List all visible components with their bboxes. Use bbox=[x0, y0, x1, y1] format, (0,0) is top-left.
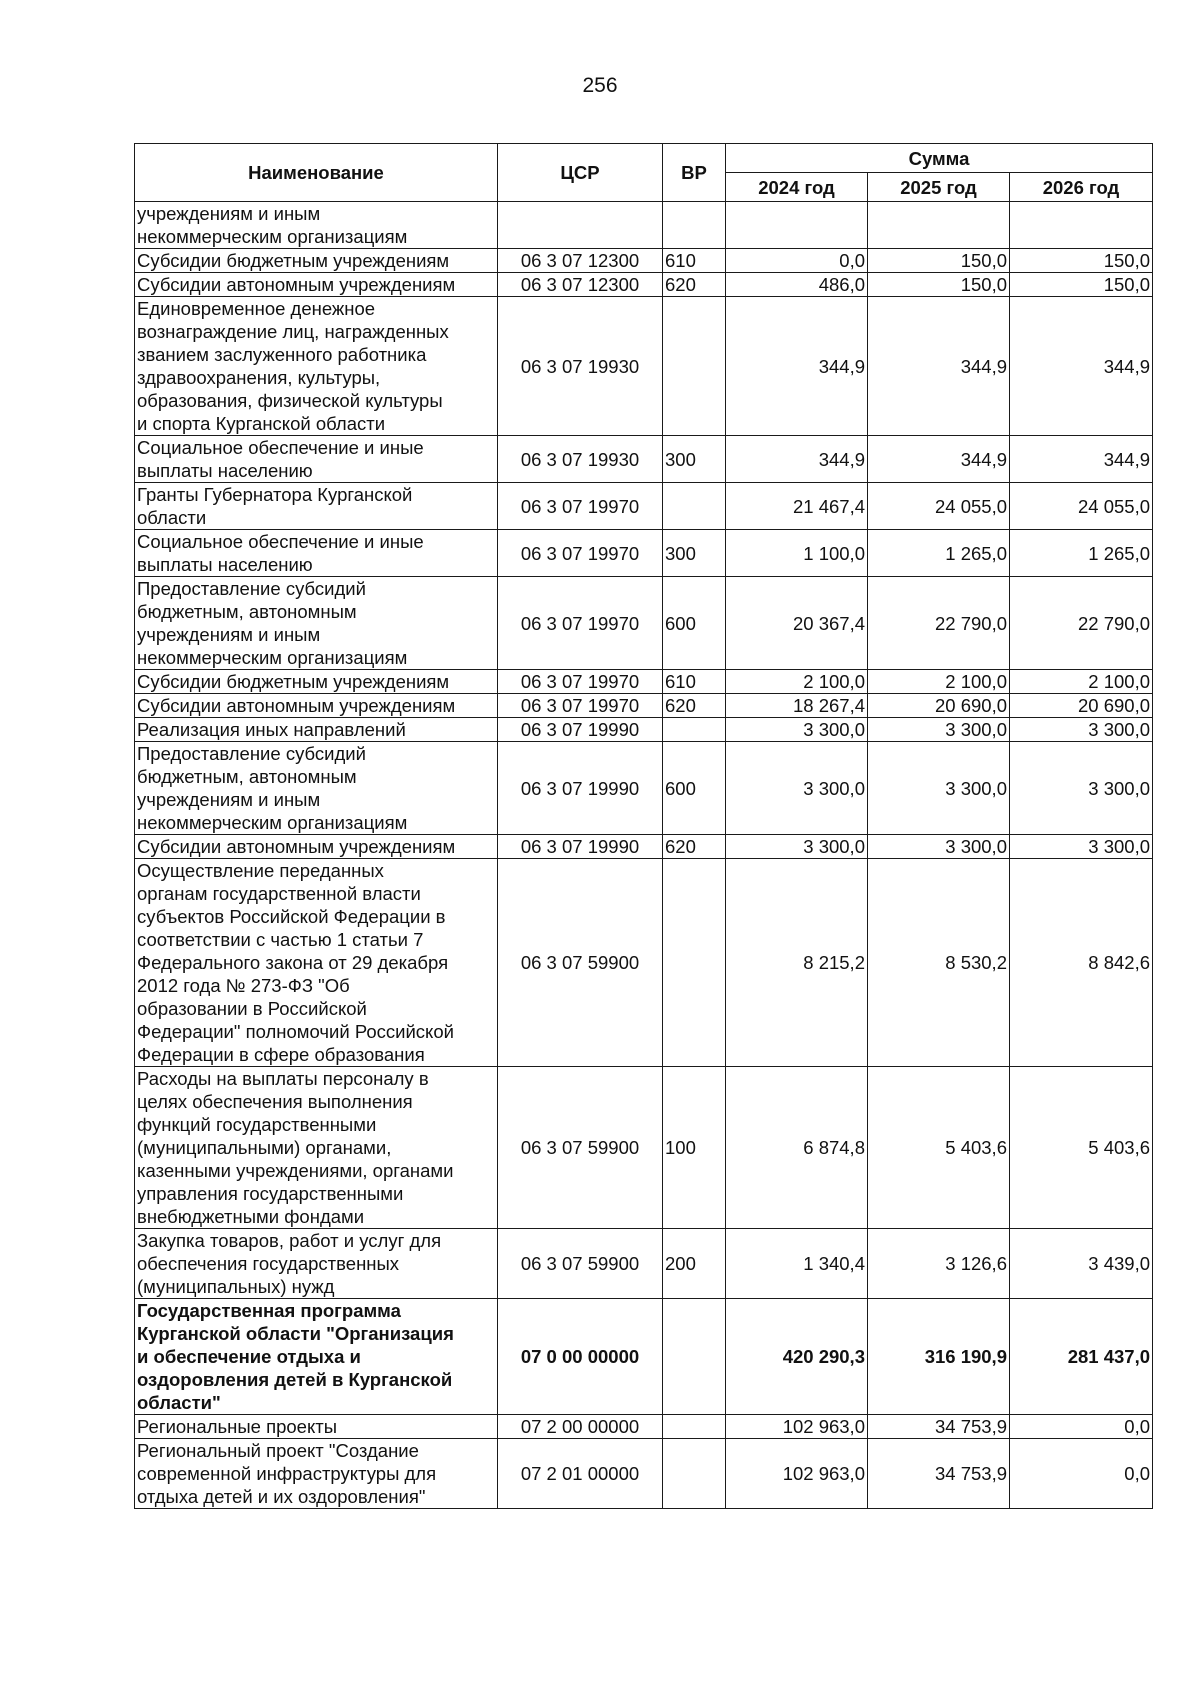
row-sum-2025: 24 055,0 bbox=[868, 483, 1010, 530]
row-name bbox=[135, 577, 498, 670]
row-name-line: Федерального закона от 29 декабря bbox=[137, 952, 449, 973]
row-sum-2026: 3 300,0 bbox=[1010, 718, 1153, 742]
row-name-line: (муниципальных) нужд bbox=[137, 1276, 335, 1297]
row-sum-2026: 20 690,0 bbox=[1010, 694, 1153, 718]
row-name-line: некоммерческим организациям bbox=[137, 812, 408, 833]
row-sum-2024: 21 467,4 bbox=[726, 483, 868, 530]
row-sum-2024: 420 290,3 bbox=[726, 1299, 868, 1415]
row-name bbox=[135, 694, 498, 718]
header-year-2026: 2026 год bbox=[1010, 173, 1153, 202]
row-sum-2026: 344,9 bbox=[1010, 436, 1153, 483]
table-row bbox=[135, 1299, 1153, 1415]
row-sum-2025: 3 300,0 bbox=[868, 835, 1010, 859]
row-name bbox=[135, 483, 498, 530]
row-vr bbox=[663, 483, 726, 530]
row-name-line: управления государственными bbox=[137, 1183, 404, 1204]
row-vr bbox=[663, 202, 726, 249]
row-sum-2025 bbox=[868, 202, 1010, 249]
row-sum-2024 bbox=[726, 202, 868, 249]
row-name-line: выплаты населению bbox=[137, 554, 313, 575]
row-sum-2024: 486,0 bbox=[726, 273, 868, 297]
row-name-line: современной инфраструктуры для bbox=[137, 1463, 437, 1484]
row-sum-2024: 3 300,0 bbox=[726, 835, 868, 859]
row-name-line: отдыха детей и их оздоровления" bbox=[137, 1486, 426, 1507]
row-sum-2025: 1 265,0 bbox=[868, 530, 1010, 577]
row-sum-2025: 316 190,9 bbox=[868, 1299, 1010, 1415]
row-sum-2026: 0,0 bbox=[1010, 1415, 1153, 1439]
row-sum-2024: 18 267,4 bbox=[726, 694, 868, 718]
row-sum-2024: 102 963,0 bbox=[726, 1439, 868, 1509]
row-vr: 620 bbox=[663, 273, 726, 297]
row-sum-2026: 8 842,6 bbox=[1010, 859, 1153, 1067]
row-name-line: Социальное обеспечение и иные bbox=[137, 531, 424, 552]
row-name bbox=[135, 202, 498, 249]
row-vr: 600 bbox=[663, 742, 726, 835]
row-sum-2025: 34 753,9 bbox=[868, 1415, 1010, 1439]
table-row bbox=[135, 670, 1153, 694]
table-row bbox=[135, 577, 1153, 670]
row-name-line: оздоровления детей в Курганской bbox=[137, 1369, 453, 1390]
row-name bbox=[135, 273, 498, 297]
row-name-line: области bbox=[137, 507, 207, 528]
budget-table bbox=[134, 143, 1153, 1509]
row-sum-2026: 1 265,0 bbox=[1010, 530, 1153, 577]
row-vr: 600 bbox=[663, 577, 726, 670]
table-row bbox=[135, 1229, 1153, 1299]
header-sum: Сумма bbox=[726, 144, 1153, 173]
table-row bbox=[135, 297, 1153, 436]
row-vr bbox=[663, 1415, 726, 1439]
row-vr: 100 bbox=[663, 1067, 726, 1229]
row-csr bbox=[498, 202, 663, 249]
row-csr: 07 2 01 00000 bbox=[498, 1439, 663, 1509]
row-name bbox=[135, 530, 498, 577]
row-name bbox=[135, 718, 498, 742]
row-sum-2024: 1 100,0 bbox=[726, 530, 868, 577]
row-sum-2024: 8 215,2 bbox=[726, 859, 868, 1067]
row-sum-2025: 344,9 bbox=[868, 436, 1010, 483]
table-row bbox=[135, 483, 1153, 530]
row-sum-2025: 5 403,6 bbox=[868, 1067, 1010, 1229]
row-name-line: Субсидии автономным учреждениям bbox=[137, 836, 456, 857]
row-vr: 300 bbox=[663, 436, 726, 483]
row-csr: 06 3 07 19970 bbox=[498, 694, 663, 718]
table-row bbox=[135, 694, 1153, 718]
row-sum-2025: 150,0 bbox=[868, 249, 1010, 273]
row-name bbox=[135, 1299, 498, 1415]
row-vr: 300 bbox=[663, 530, 726, 577]
row-csr: 06 3 07 19990 bbox=[498, 718, 663, 742]
table-row bbox=[135, 1439, 1153, 1509]
table-row bbox=[135, 530, 1153, 577]
row-name-line: некоммерческим организациям bbox=[137, 226, 408, 247]
row-sum-2026: 150,0 bbox=[1010, 249, 1153, 273]
row-sum-2026: 3 439,0 bbox=[1010, 1229, 1153, 1299]
row-csr: 06 3 07 19970 bbox=[498, 530, 663, 577]
row-csr: 06 3 07 19970 bbox=[498, 670, 663, 694]
row-name-line: Субсидии автономным учреждениям bbox=[137, 274, 456, 295]
row-name-line: Предоставление субсидий bbox=[137, 578, 366, 599]
header-csr: ЦСР bbox=[498, 144, 663, 202]
table-row bbox=[135, 1415, 1153, 1439]
header-year-2024: 2024 год bbox=[726, 173, 868, 202]
row-name-line: Социальное обеспечение и иные bbox=[137, 437, 424, 458]
row-csr: 06 3 07 59900 bbox=[498, 1067, 663, 1229]
row-name bbox=[135, 1415, 498, 1439]
row-name-line: и обеспечение отдыха и bbox=[137, 1346, 361, 1367]
page-number: 256 bbox=[582, 74, 618, 97]
row-name-line: субъектов Российской Федерации в bbox=[137, 906, 446, 927]
row-name bbox=[135, 1067, 498, 1229]
row-csr: 06 3 07 19990 bbox=[498, 742, 663, 835]
row-name-line: Закупка товаров, работ и услуг для bbox=[137, 1230, 442, 1251]
row-sum-2025: 8 530,2 bbox=[868, 859, 1010, 1067]
row-sum-2026: 0,0 bbox=[1010, 1439, 1153, 1509]
row-name-line: учреждениям и иным bbox=[137, 203, 321, 224]
row-sum-2025: 34 753,9 bbox=[868, 1439, 1010, 1509]
header-name: Наименование bbox=[135, 144, 498, 202]
row-sum-2026: 5 403,6 bbox=[1010, 1067, 1153, 1229]
row-name-line: Региональные проекты bbox=[137, 1416, 338, 1437]
row-sum-2025: 3 300,0 bbox=[868, 742, 1010, 835]
row-name-line: Федерации в сфере образования bbox=[137, 1044, 425, 1065]
row-name-line: Гранты Губернатора Курганской bbox=[137, 484, 413, 505]
row-sum-2025: 150,0 bbox=[868, 273, 1010, 297]
table-row bbox=[135, 742, 1153, 835]
row-name-line: области" bbox=[137, 1392, 221, 1413]
row-name-line: образования, физической культуры bbox=[137, 390, 443, 411]
row-name-line: целях обеспечения выполнения bbox=[137, 1091, 413, 1112]
row-sum-2024: 2 100,0 bbox=[726, 670, 868, 694]
row-sum-2025: 3 300,0 bbox=[868, 718, 1010, 742]
row-name-line: Субсидии бюджетным учреждениям bbox=[137, 671, 450, 692]
row-csr: 07 0 00 00000 bbox=[498, 1299, 663, 1415]
header-vr: ВР bbox=[663, 144, 726, 202]
row-name bbox=[135, 436, 498, 483]
row-name-line: Региональный проект "Создание bbox=[137, 1440, 419, 1461]
row-sum-2026: 3 300,0 bbox=[1010, 742, 1153, 835]
row-name-line: казенными учреждениями, органами bbox=[137, 1160, 454, 1181]
table-row bbox=[135, 859, 1153, 1067]
row-name-line: учреждениям и иным bbox=[137, 624, 321, 645]
table-row bbox=[135, 249, 1153, 273]
row-vr bbox=[663, 859, 726, 1067]
row-sum-2026 bbox=[1010, 202, 1153, 249]
row-name bbox=[135, 249, 498, 273]
row-vr: 200 bbox=[663, 1229, 726, 1299]
row-name-line: Субсидии автономным учреждениям bbox=[137, 695, 456, 716]
row-vr bbox=[663, 1439, 726, 1509]
row-name bbox=[135, 1439, 498, 1509]
row-name-line: Единовременное денежное bbox=[137, 298, 376, 319]
row-name bbox=[135, 670, 498, 694]
row-sum-2024: 102 963,0 bbox=[726, 1415, 868, 1439]
row-sum-2024: 6 874,8 bbox=[726, 1067, 868, 1229]
row-name bbox=[135, 835, 498, 859]
row-vr bbox=[663, 718, 726, 742]
row-csr: 06 3 07 59900 bbox=[498, 1229, 663, 1299]
row-name-line: обеспечения государственных bbox=[137, 1253, 400, 1274]
table-row bbox=[135, 436, 1153, 483]
row-csr: 06 3 07 12300 bbox=[498, 249, 663, 273]
row-name-line: функций государственными bbox=[137, 1114, 377, 1135]
row-vr bbox=[663, 297, 726, 436]
table-row bbox=[135, 835, 1153, 859]
row-sum-2026: 24 055,0 bbox=[1010, 483, 1153, 530]
row-csr: 06 3 07 19930 bbox=[498, 436, 663, 483]
row-name-line: (муниципальными) органами, bbox=[137, 1137, 392, 1158]
table-row bbox=[135, 718, 1153, 742]
row-name-line: бюджетным, автономным bbox=[137, 766, 357, 787]
row-name-line: некоммерческим организациям bbox=[137, 647, 408, 668]
row-name-line: Предоставление субсидий bbox=[137, 743, 366, 764]
row-sum-2026: 2 100,0 bbox=[1010, 670, 1153, 694]
row-sum-2024: 344,9 bbox=[726, 297, 868, 436]
row-name bbox=[135, 742, 498, 835]
row-name-line: Субсидии бюджетным учреждениям bbox=[137, 250, 450, 271]
header-year-2025: 2025 год bbox=[868, 173, 1010, 202]
row-name-line: 2012 года № 273-ФЗ "Об bbox=[137, 975, 350, 996]
table-row bbox=[135, 202, 1153, 249]
row-sum-2025: 2 100,0 bbox=[868, 670, 1010, 694]
row-vr bbox=[663, 1299, 726, 1415]
row-vr: 620 bbox=[663, 835, 726, 859]
row-name-line: Курганской области "Организация bbox=[137, 1323, 454, 1344]
row-sum-2024: 0,0 bbox=[726, 249, 868, 273]
row-sum-2026: 344,9 bbox=[1010, 297, 1153, 436]
row-csr: 06 3 07 59900 bbox=[498, 859, 663, 1067]
row-name-line: соответствии с частью 1 статьи 7 bbox=[137, 929, 424, 950]
row-name-line: Осуществление переданных bbox=[137, 860, 384, 881]
row-name-line: и спорта Курганской области bbox=[137, 413, 386, 434]
row-csr: 07 2 00 00000 bbox=[498, 1415, 663, 1439]
row-name-line: Реализация иных направлений bbox=[137, 719, 406, 740]
row-sum-2026: 3 300,0 bbox=[1010, 835, 1153, 859]
row-name-line: Федерации" полномочий Российской bbox=[137, 1021, 454, 1042]
row-sum-2025: 3 126,6 bbox=[868, 1229, 1010, 1299]
row-name bbox=[135, 859, 498, 1067]
row-sum-2025: 22 790,0 bbox=[868, 577, 1010, 670]
row-vr: 610 bbox=[663, 670, 726, 694]
table-row bbox=[135, 273, 1153, 297]
row-sum-2024: 3 300,0 bbox=[726, 742, 868, 835]
row-name bbox=[135, 297, 498, 436]
row-name-line: внебюджетными фондами bbox=[137, 1206, 365, 1227]
row-sum-2024: 20 367,4 bbox=[726, 577, 868, 670]
row-csr: 06 3 07 19990 bbox=[498, 835, 663, 859]
row-name-line: Государственная программа bbox=[137, 1300, 401, 1321]
row-name-line: бюджетным, автономным bbox=[137, 601, 357, 622]
row-csr: 06 3 07 19970 bbox=[498, 483, 663, 530]
row-name-line: выплаты населению bbox=[137, 460, 313, 481]
row-name-line: Расходы на выплаты персоналу в bbox=[137, 1068, 429, 1089]
table-body bbox=[135, 202, 1153, 1509]
row-sum-2026: 150,0 bbox=[1010, 273, 1153, 297]
row-vr: 620 bbox=[663, 694, 726, 718]
row-name-line: званием заслуженного работника bbox=[137, 344, 427, 365]
row-csr: 06 3 07 19930 bbox=[498, 297, 663, 436]
row-name-line: здравоохранения, культуры, bbox=[137, 367, 381, 388]
row-name-line: вознаграждение лиц, награжденных bbox=[137, 321, 449, 342]
row-name-line: учреждениям и иным bbox=[137, 789, 321, 810]
row-sum-2026: 22 790,0 bbox=[1010, 577, 1153, 670]
row-csr: 06 3 07 12300 bbox=[498, 273, 663, 297]
row-sum-2026: 281 437,0 bbox=[1010, 1299, 1153, 1415]
row-sum-2024: 1 340,4 bbox=[726, 1229, 868, 1299]
row-vr: 610 bbox=[663, 249, 726, 273]
row-name-line: образовании в Российской bbox=[137, 998, 367, 1019]
row-sum-2025: 344,9 bbox=[868, 297, 1010, 436]
row-name-line: органам государственной власти bbox=[137, 883, 421, 904]
table-row bbox=[135, 1067, 1153, 1229]
row-sum-2024: 3 300,0 bbox=[726, 718, 868, 742]
row-sum-2025: 20 690,0 bbox=[868, 694, 1010, 718]
row-sum-2024: 344,9 bbox=[726, 436, 868, 483]
row-name bbox=[135, 1229, 498, 1299]
row-csr: 06 3 07 19970 bbox=[498, 577, 663, 670]
